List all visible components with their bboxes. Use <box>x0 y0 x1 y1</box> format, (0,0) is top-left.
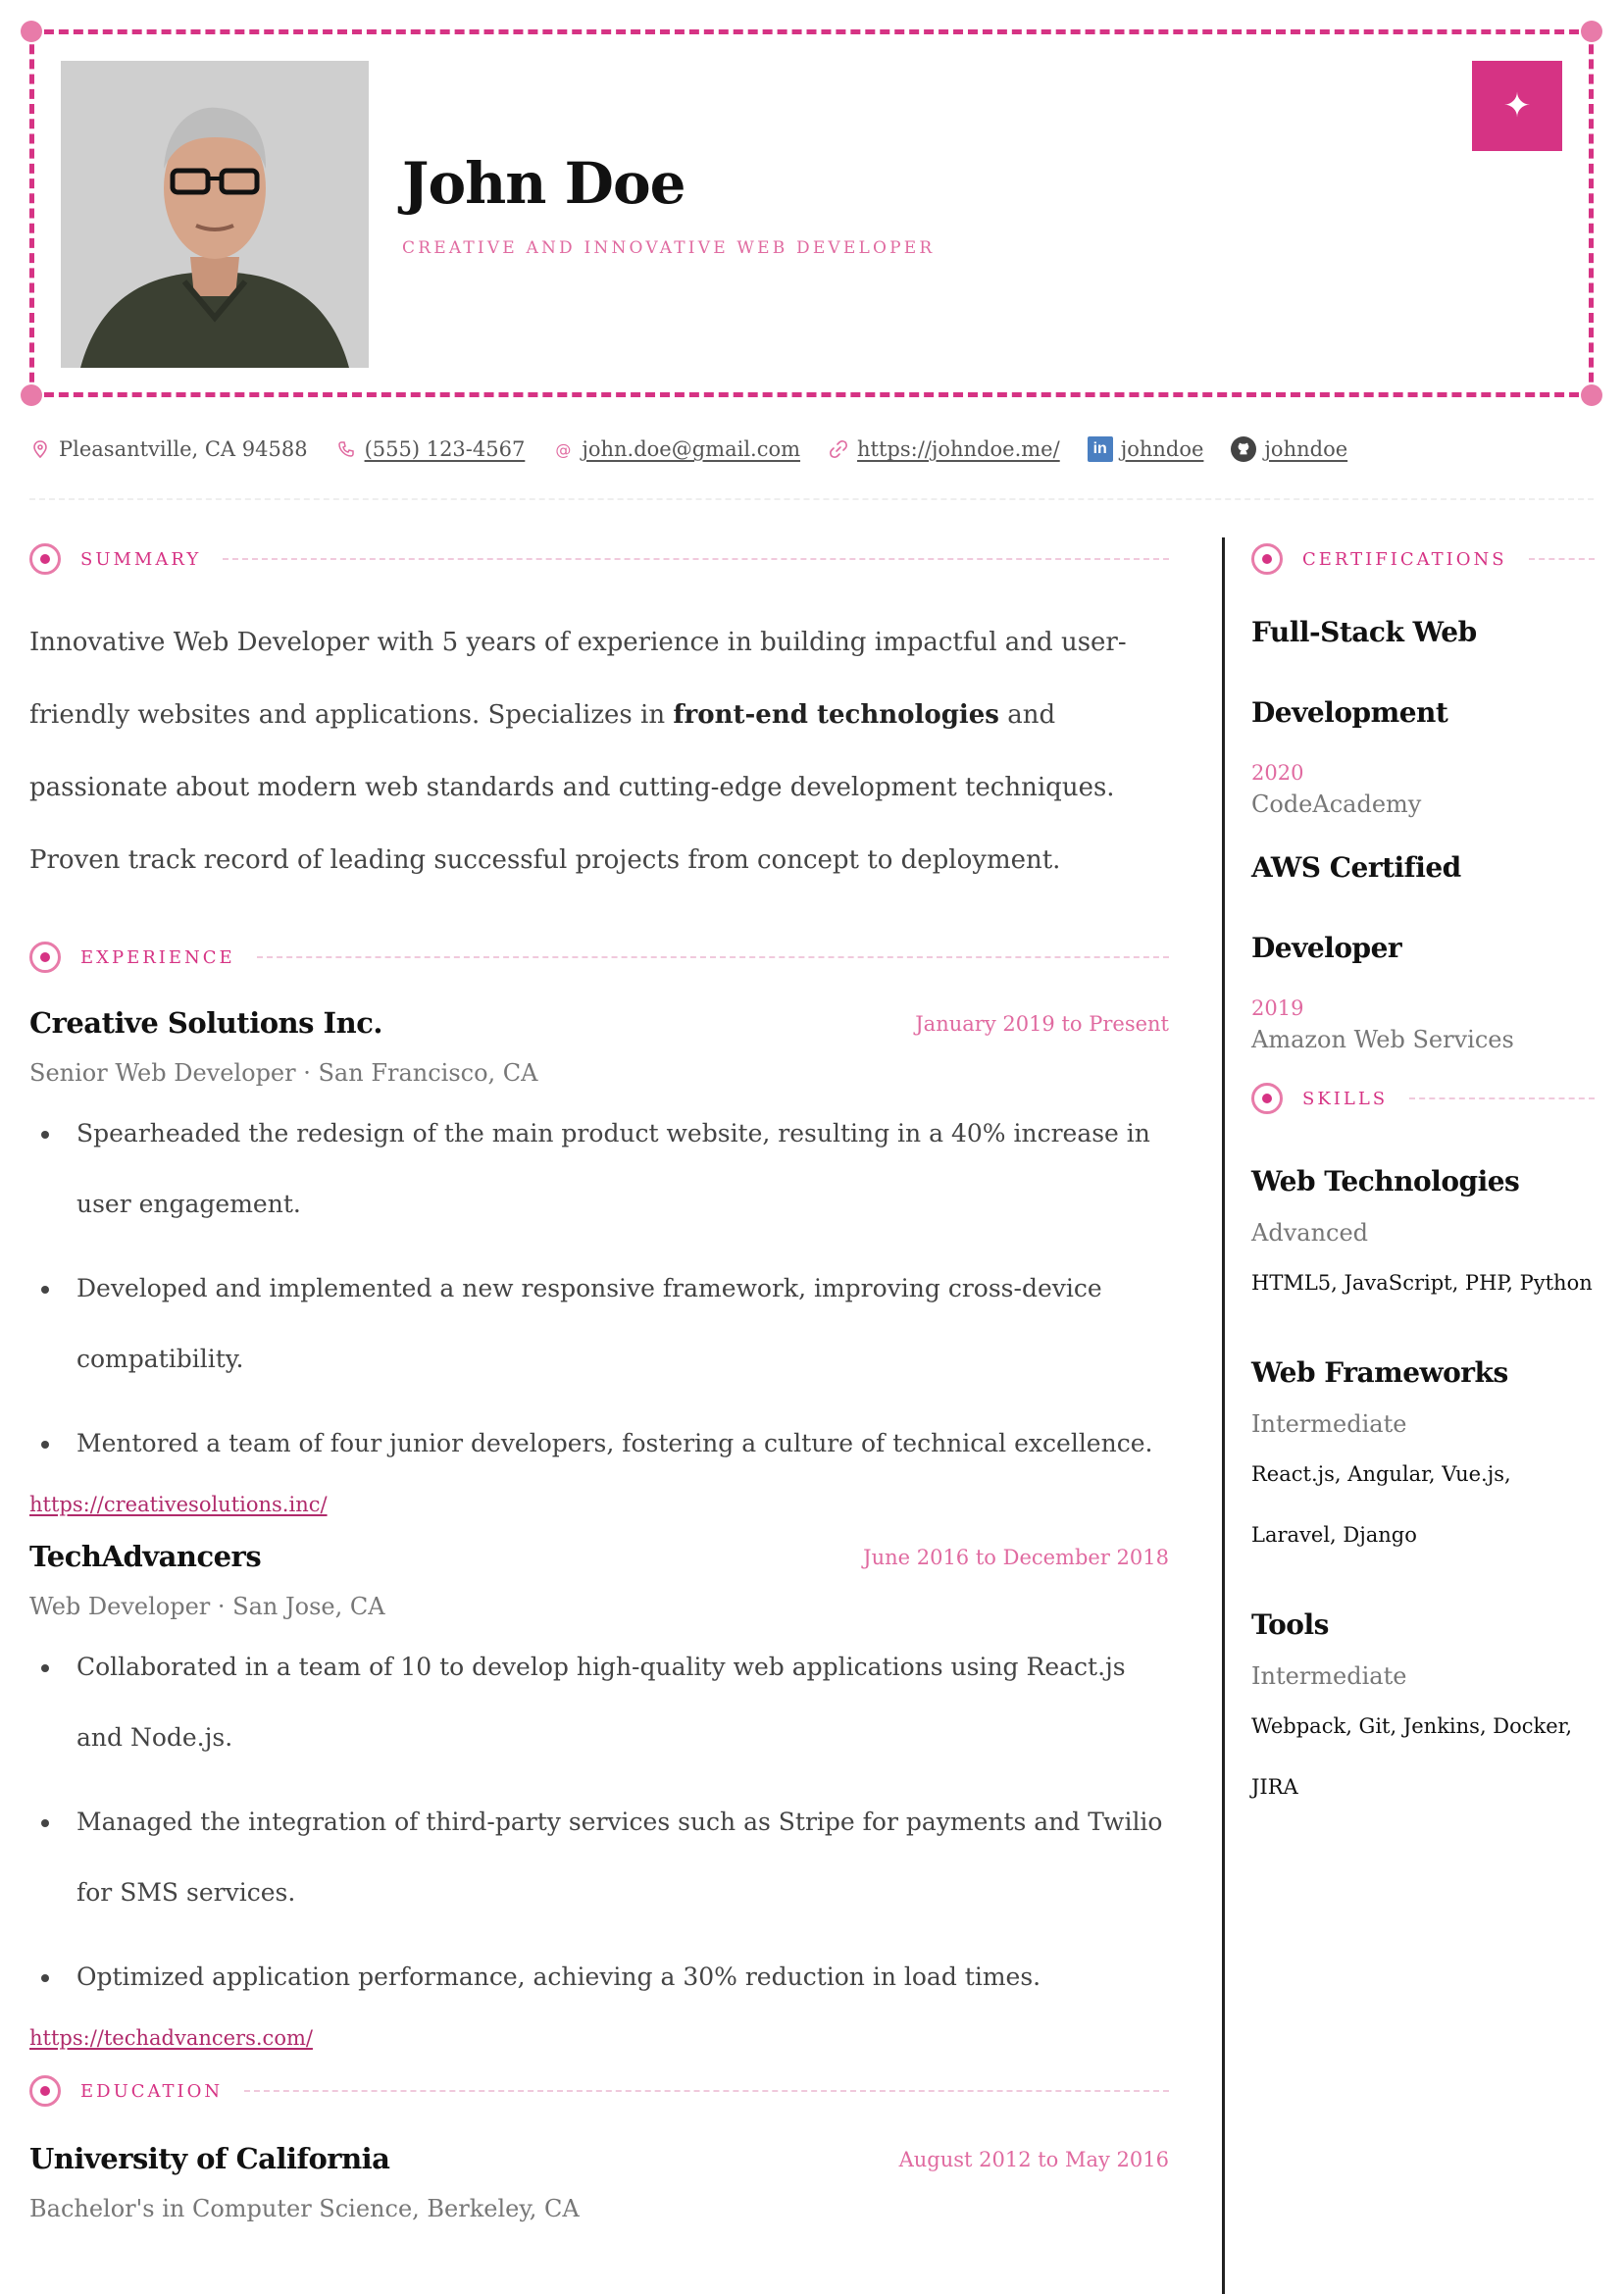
summary-heading <box>29 539 1169 579</box>
skill-item <box>1251 1608 1595 1817</box>
skill-name: Tools <box>1251 1608 1329 1641</box>
list-item: Collaborated in a team of 10 to develop high-quality web applications using React.js and Node.js. <box>29 1632 1169 1773</box>
corner-handle-top-left[interactable] <box>21 21 42 42</box>
section-rule <box>1409 1097 1595 1099</box>
corner-handle-bottom-right[interactable] <box>1581 384 1602 406</box>
section-title: SUMMARY <box>80 548 202 570</box>
corner-handle-bottom-left[interactable] <box>21 384 42 406</box>
link-icon <box>828 438 849 460</box>
section-rule <box>1529 558 1595 560</box>
website-link[interactable]: https://johndoe.me/ <box>857 437 1060 461</box>
sparkle-button[interactable] <box>1472 61 1562 151</box>
job-company: Creative Solutions Inc. <box>29 1006 382 1040</box>
section-bullet-icon <box>29 942 61 973</box>
education-heading <box>29 2071 1169 2111</box>
skill-keywords: React.js, Angular, Vue.js, Laravel, Django <box>1251 1462 1511 1547</box>
linkedin-link[interactable]: johndoe <box>1120 437 1204 461</box>
github-link[interactable]: johndoe <box>1264 437 1348 461</box>
list-item: Managed the integration of third-party services such as Stripe for payments and Twilio for SMS services. <box>29 1787 1169 1928</box>
candidate-headline: CREATIVE AND INNOVATIVE WEB DEVELOPER <box>402 238 936 258</box>
certification-issuer: Amazon Web Services <box>1251 1026 1514 1053</box>
education-degree: Bachelor's in Computer Science, Berkeley, CA <box>29 2195 580 2222</box>
summary-highlight: front-end technologies <box>673 700 999 730</box>
skill-name: Web Frameworks <box>1251 1356 1508 1389</box>
contact-bar <box>29 433 1347 465</box>
certification-item <box>1251 828 1595 1053</box>
list-item: Spearheaded the redesign of the main product website, resulting in a 40% increase in user engagement. <box>29 1098 1169 1240</box>
section-rule <box>223 558 1169 560</box>
job-position: Senior Web Developer · San Francisco, CA <box>29 1059 538 1087</box>
contact-github[interactable] <box>1231 436 1347 462</box>
location-text: Pleasantville, CA 94588 <box>59 437 308 461</box>
job-url[interactable]: https://creativesolutions.inc/ <box>29 1493 328 1516</box>
job-highlights <box>29 1098 1169 1479</box>
job-company: TechAdvancers <box>29 1540 262 1573</box>
list-item: Mentored a team of four junior developers, fostering a culture of technical excellence. <box>29 1408 1169 1479</box>
section-bullet-icon <box>29 2075 61 2107</box>
skill-keywords: HTML5, JavaScript, PHP, Python <box>1251 1271 1593 1295</box>
summary-text-part: Innovative Web Developer with 5 years of experience in building impactful and user-friendly websites and applications. Specializes in <box>29 628 1127 730</box>
resume-header <box>29 29 1594 397</box>
section-bullet-icon <box>29 543 61 575</box>
sidebar-column <box>1251 539 1595 1817</box>
linkedin-icon: in <box>1088 436 1113 462</box>
skill-level: Advanced <box>1251 1219 1369 1247</box>
email-link[interactable]: john.doe@gmail.com <box>582 437 801 461</box>
header-divider <box>29 498 1594 500</box>
section-title: EDUCATION <box>80 2080 224 2102</box>
certification-issuer: CodeAcademy <box>1251 790 1422 818</box>
experience-item <box>29 1006 1169 1516</box>
job-date: January 2019 to Present <box>915 1012 1169 1036</box>
skill-name: Web Technologies <box>1251 1165 1520 1198</box>
phone-link[interactable]: (555) 123-4567 <box>364 437 526 461</box>
map-pin-icon <box>29 438 51 460</box>
skill-keywords: Webpack, Git, Jenkins, Docker, JIRA <box>1251 1714 1573 1799</box>
job-highlights <box>29 1632 1169 2013</box>
skill-item <box>1251 1356 1595 1565</box>
section-rule <box>244 2090 1169 2092</box>
contact-email[interactable] <box>552 437 800 461</box>
education-school: University of California <box>29 2142 390 2175</box>
certification-year: 2020 <box>1251 761 1304 785</box>
contact-location <box>29 437 308 461</box>
contact-website[interactable] <box>828 437 1060 461</box>
section-title: EXPERIENCE <box>80 946 235 968</box>
job-position: Web Developer · San Jose, CA <box>29 1593 385 1620</box>
education-date: August 2012 to May 2016 <box>898 2148 1169 2171</box>
skill-level: Intermediate <box>1251 1662 1407 1690</box>
certification-item <box>1251 592 1595 818</box>
candidate-name: John Doe <box>402 150 685 217</box>
list-item: Developed and implemented a new responsive framework, improving cross-device compatibility. <box>29 1253 1169 1395</box>
certification-name: Full-Stack Web Development <box>1251 616 1477 729</box>
education-item <box>29 2142 1169 2222</box>
corner-handle-top-right[interactable] <box>1581 21 1602 42</box>
skill-level: Intermediate <box>1251 1410 1407 1438</box>
sparkle-icon: ✦ <box>1502 86 1532 126</box>
phone-icon <box>335 438 357 460</box>
summary-text <box>29 606 1169 896</box>
contact-phone[interactable] <box>335 437 526 461</box>
list-item: Optimized application performance, achieving a 30% reduction in load times. <box>29 1942 1169 2013</box>
at-sign-icon: @ <box>555 439 572 459</box>
job-date: June 2016 to December 2018 <box>863 1546 1169 1569</box>
certification-year: 2019 <box>1251 996 1304 1020</box>
section-title: CERTIFICATIONS <box>1302 548 1507 570</box>
github-icon <box>1231 436 1256 462</box>
job-url[interactable]: https://techadvancers.com/ <box>29 2026 313 2050</box>
section-bullet-icon <box>1251 543 1283 575</box>
experience-heading <box>29 938 1169 977</box>
profile-photo <box>61 61 369 368</box>
certification-name: AWS Certified Developer <box>1251 851 1461 964</box>
summary-text-part: and passionate about modern web standards and cutting-edge development techniques. Proven track record of leading successful projects from concept to deployment. <box>29 700 1115 875</box>
section-title: SKILLS <box>1302 1088 1389 1109</box>
section-bullet-icon <box>1251 1083 1283 1114</box>
skill-item <box>1251 1165 1595 1313</box>
experience-item <box>29 1540 1169 2050</box>
certifications-heading <box>1251 539 1595 579</box>
section-rule <box>257 956 1169 958</box>
main-column <box>29 539 1169 2222</box>
contact-linkedin[interactable] <box>1088 436 1204 462</box>
column-divider <box>1222 537 1225 2294</box>
skills-heading <box>1251 1079 1595 1118</box>
